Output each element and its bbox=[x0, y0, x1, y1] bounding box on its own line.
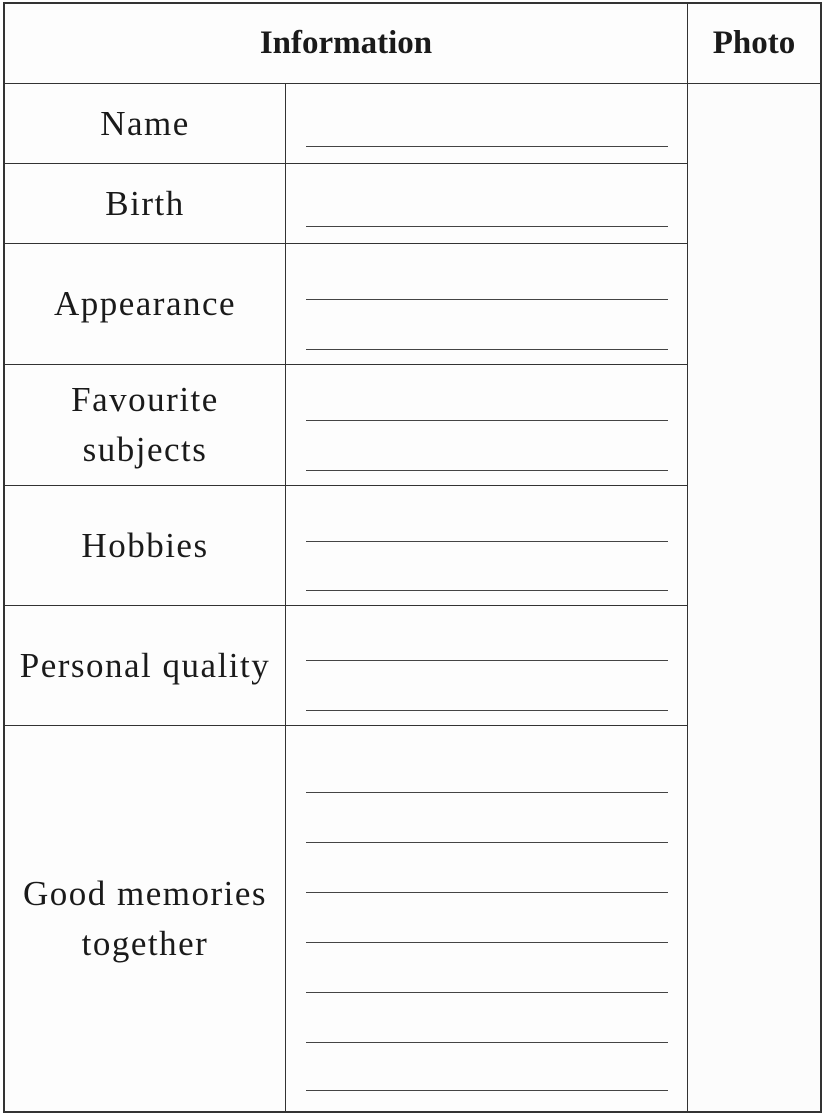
favourite-subjects-answer-area bbox=[286, 365, 687, 485]
blank-line[interactable] bbox=[306, 942, 668, 943]
label-line: Appearance bbox=[53, 284, 237, 323]
blank-line[interactable] bbox=[306, 541, 668, 542]
row-personal-quality bbox=[5, 606, 688, 726]
blank-line[interactable] bbox=[306, 349, 668, 350]
appearance-answer-area bbox=[286, 244, 687, 364]
label-line: together bbox=[81, 923, 209, 963]
row-favourite-subjects bbox=[5, 365, 688, 486]
blank-line[interactable] bbox=[306, 299, 668, 300]
blank-line[interactable] bbox=[306, 226, 668, 227]
good-memories-answer-area bbox=[286, 726, 687, 1111]
appearance-label bbox=[5, 244, 286, 364]
blank-line[interactable] bbox=[306, 842, 668, 843]
blank-line[interactable] bbox=[306, 992, 668, 993]
hobbies-answer-area bbox=[286, 486, 687, 605]
information-header: Information bbox=[5, 4, 688, 84]
blank-line[interactable] bbox=[306, 1090, 668, 1091]
profile-form bbox=[3, 2, 822, 1113]
photo-header: Photo bbox=[688, 4, 820, 84]
blank-line[interactable] bbox=[306, 470, 668, 471]
hobbies-label bbox=[5, 486, 286, 605]
row-birth bbox=[5, 164, 688, 244]
good-memories-label bbox=[5, 726, 286, 1111]
label-line: Hobbies bbox=[81, 525, 209, 565]
blank-line[interactable] bbox=[306, 892, 668, 893]
label-line: subjects bbox=[82, 430, 208, 469]
label-line: Birth bbox=[105, 183, 185, 223]
photo-area[interactable] bbox=[688, 84, 820, 1111]
personal-quality-answer-area bbox=[286, 606, 687, 725]
row-name bbox=[5, 84, 688, 164]
label-line: Name bbox=[100, 103, 190, 143]
row-good-memories bbox=[5, 726, 688, 1111]
blank-line[interactable] bbox=[306, 1042, 668, 1043]
birth-label bbox=[5, 164, 286, 243]
label-line: Personal quality bbox=[19, 645, 271, 685]
blank-line[interactable] bbox=[306, 660, 668, 661]
personal-quality-label bbox=[5, 606, 286, 725]
label-line: Good memories bbox=[22, 873, 268, 913]
favourite-subjects-label bbox=[5, 365, 286, 485]
blank-line[interactable] bbox=[306, 710, 668, 711]
birth-answer-area bbox=[286, 164, 687, 243]
row-appearance bbox=[5, 244, 688, 365]
name-label bbox=[5, 84, 286, 163]
blank-line[interactable] bbox=[306, 420, 668, 421]
blank-line[interactable] bbox=[306, 590, 668, 591]
blank-line[interactable] bbox=[306, 146, 668, 147]
name-answer-area bbox=[286, 84, 687, 163]
row-hobbies bbox=[5, 486, 688, 606]
label-line: Favourite bbox=[71, 380, 219, 419]
blank-line[interactable] bbox=[306, 792, 668, 793]
